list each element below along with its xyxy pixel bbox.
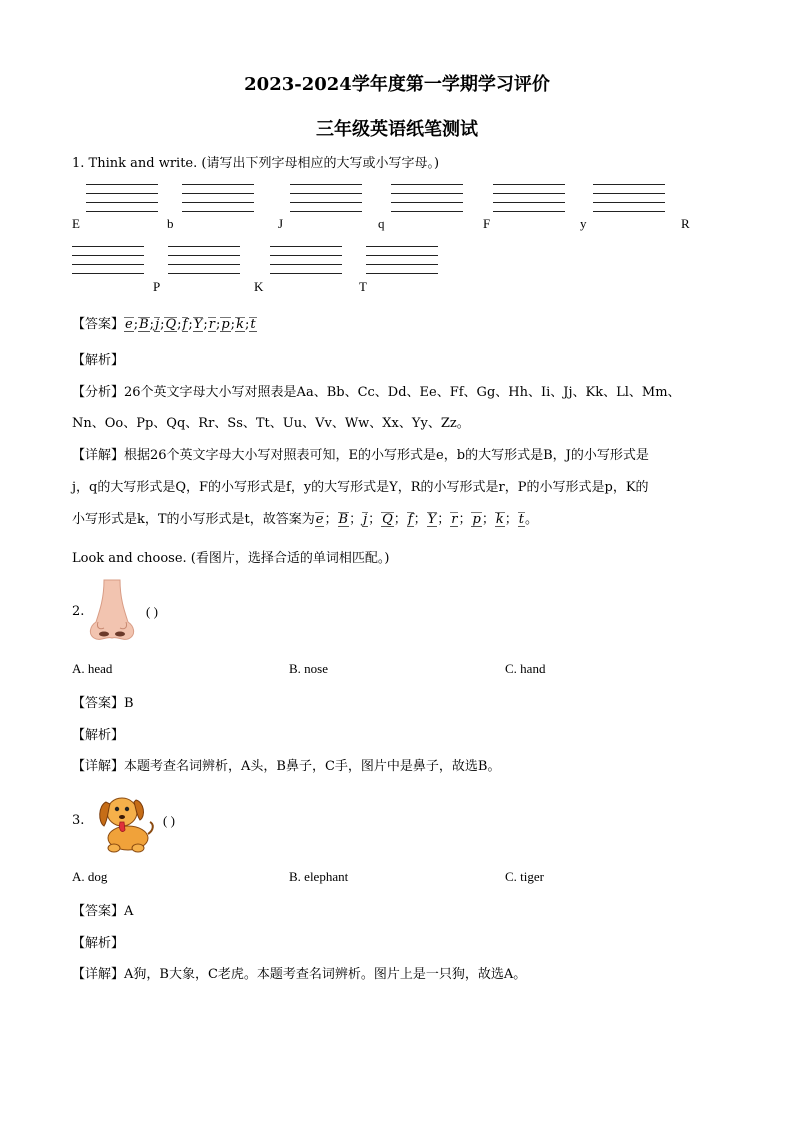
- letter-cue: R: [681, 216, 690, 231]
- q2-answer: [72, 692, 134, 711]
- writing-lines: [366, 246, 438, 274]
- q1-detail-line3: 小写形式是k，T的小写形式是t，故答案为e；B；j；Q；f；Y；r；p；k；t。: [72, 512, 538, 527]
- section-title: Look and choose. (看图片，选择合适的单词相匹配。): [72, 551, 390, 566]
- letter-cue: T: [359, 279, 367, 294]
- writing-lines: [72, 246, 144, 274]
- q1-fenxi-line2: Nn、Oo、Pp、Qq、Rr、Ss、Tt、Uu、Vv、Ww、Xx、Yy、Zz。: [72, 416, 470, 431]
- letter-cue: J: [278, 216, 284, 231]
- writing-lines: [391, 184, 463, 212]
- dog-picture: [92, 790, 156, 856]
- detail-text: 本题考查名词辨析，A头，B鼻子，C手，图片中是鼻子，故选B。: [124, 759, 501, 774]
- q1-detail-line2: j，q的大写形式是Q，F的小写形式是f，y的大写形式是Y，R的小写形式是r，P的小写形式是p，K的: [72, 480, 649, 495]
- writing-lines: [86, 184, 158, 212]
- answer-letter: Y: [193, 317, 203, 332]
- answer-letter: Q: [382, 512, 393, 527]
- q3-option-b: B. elephant: [289, 869, 349, 884]
- q1-prompt: 1. Think and write. (请写出下列字母相应的大写或小写字母。): [72, 156, 440, 171]
- fenxi-label: 【分析】: [72, 385, 125, 400]
- answer-letter: f: [407, 512, 413, 527]
- answer-letter: f: [182, 317, 188, 332]
- writing-lines: [182, 184, 254, 212]
- letter-cue: P: [153, 279, 161, 294]
- letter-cue: F: [483, 216, 491, 231]
- writing-lines: [493, 184, 565, 212]
- answer-letter: Y: [427, 512, 437, 527]
- q2-detail: [72, 755, 500, 774]
- detail-suffix: 。: [524, 512, 538, 527]
- answer-letter: B: [139, 317, 149, 332]
- detail-text: A狗，B大象，C老虎。本题考查名词辨析。图片上是一只狗，故选A。: [124, 967, 527, 982]
- answer-label: 【答案】: [72, 904, 125, 919]
- answer-letter: e: [125, 317, 133, 332]
- q1-fenxi-line1: [72, 381, 681, 400]
- answer-letter: e: [315, 512, 324, 527]
- q3-analysis-label: 【解析】: [72, 936, 125, 951]
- q2-paren: ( ): [146, 604, 158, 619]
- answer-letter: p: [221, 317, 230, 332]
- letter-cue: y: [580, 216, 587, 231]
- answer-letter: j: [155, 317, 160, 332]
- answer-value: B: [124, 696, 134, 711]
- q2-analysis-label: 【解析】: [72, 728, 125, 743]
- answer-letter: B: [338, 512, 349, 527]
- answer-letter: k: [236, 317, 244, 332]
- letter-cue: q: [378, 216, 385, 231]
- q3-detail: [72, 963, 526, 982]
- writing-lines: [168, 246, 240, 274]
- fenxi-text: 26个英文字母大小写对照表是Aa、Bb、Cc、Dd、Ee、Ff、Gg、Hh、Ii、Jj、Kk、Ll、Mm、: [124, 385, 681, 400]
- detail-label: 【详解】: [72, 759, 125, 774]
- writing-lines: [593, 184, 665, 212]
- answer-letter: r: [208, 317, 215, 332]
- q2-option-c: C. hand: [505, 661, 546, 676]
- answer-letter: r: [451, 512, 458, 527]
- answer-letter: k: [495, 512, 504, 527]
- detail-label: 【详解】: [72, 448, 125, 463]
- q2-number: 2.: [72, 604, 85, 619]
- q3-option-c: C. tiger: [505, 869, 544, 884]
- answer-letter: p: [472, 512, 481, 527]
- answer-letters: e;B;j;Q;f;Y;r;p;k;t: [125, 317, 256, 332]
- writing-lines: [290, 184, 362, 212]
- q3-paren: ( ): [163, 813, 175, 828]
- q1-answer: [72, 313, 257, 332]
- nose-picture: [86, 578, 138, 644]
- q3-answer: [72, 900, 133, 919]
- letter-cue: K: [254, 279, 264, 294]
- answer-letter: t: [518, 512, 524, 527]
- letter-cue: E: [72, 216, 80, 231]
- page-subtitle: 三年级英语纸笔测试: [316, 119, 478, 140]
- q1-detail-line1: [72, 444, 649, 463]
- q2-option-a: A. head: [72, 661, 113, 676]
- answer-letter: t: [250, 317, 256, 332]
- q3-option-a: A. dog: [72, 869, 108, 884]
- answer-label: 【答案】: [72, 317, 125, 332]
- q1-analysis-label: 【解析】: [72, 353, 125, 368]
- answer-letter: Q: [165, 317, 177, 332]
- answer-value: A: [124, 904, 134, 919]
- q2-option-b: B. nose: [289, 661, 328, 676]
- page-title: 2023-2024学年度第一学期学习评价: [244, 74, 550, 95]
- q3-number: 3.: [72, 813, 85, 828]
- detail-label: 【详解】: [72, 967, 125, 982]
- detail-text: 小写形式是k，T的小写形式是t，故答案为: [72, 512, 315, 527]
- detail-text: 根据26个英文字母大小写对照表可知，E的小写形式是e，b的大写形式是B，J的小写形式是: [124, 448, 649, 463]
- writing-lines: [270, 246, 342, 274]
- letter-cue: b: [167, 216, 174, 231]
- answer-label: 【答案】: [72, 696, 125, 711]
- answer-letter: j: [363, 512, 368, 527]
